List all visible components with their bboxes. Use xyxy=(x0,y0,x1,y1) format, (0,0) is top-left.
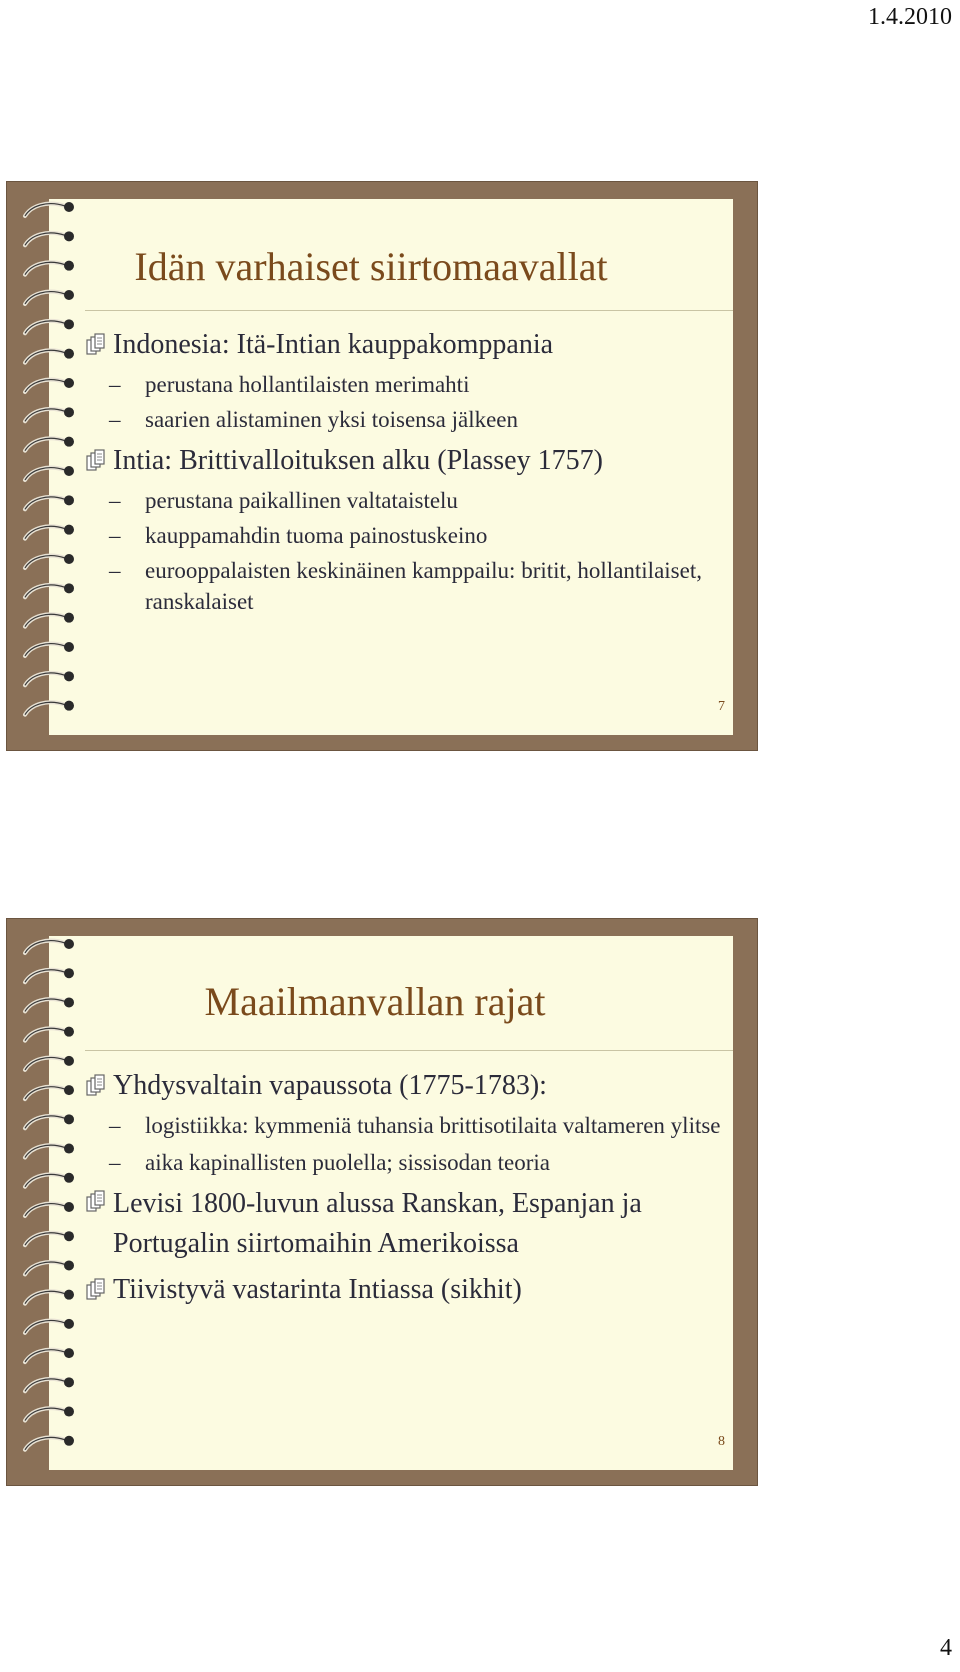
spiral-ring xyxy=(25,1377,74,1391)
slide-7 xyxy=(6,181,758,751)
spiral-ring xyxy=(25,495,74,509)
dash-marker: – xyxy=(109,523,121,548)
slide-content xyxy=(85,327,723,617)
slide-number: 8 xyxy=(718,1434,725,1449)
spiral-ring xyxy=(25,1231,74,1245)
spiral-ring xyxy=(25,466,74,480)
dash-marker: – xyxy=(109,372,121,397)
dash-marker: – xyxy=(109,1150,121,1175)
spiral-binding-icon xyxy=(7,182,107,750)
spiral-ring xyxy=(25,997,74,1011)
spiral-ring xyxy=(25,407,74,421)
spiral-ring xyxy=(25,1027,74,1041)
spiral-ring xyxy=(25,525,74,539)
slide-content xyxy=(85,1068,723,1308)
spiral-ring xyxy=(25,437,74,451)
spiral-ring xyxy=(25,968,74,982)
spiral-binding-icon xyxy=(7,919,107,1485)
spiral-ring xyxy=(25,613,74,627)
sub-text: kauppamahdin tuoma painostuskeino xyxy=(145,523,488,548)
bullet-text: Levisi 1800-luvun alussa Ranskan, Espanjan ja Portugalin siirtomaihin Amerikoissa xyxy=(113,1188,642,1259)
spiral-ring xyxy=(25,1202,74,1216)
slide-paper xyxy=(49,936,733,1470)
sub-text: perustana paikallinen valtataistelu xyxy=(145,488,458,513)
spiral-ring xyxy=(25,583,74,597)
sub-text: eurooppalaisten keskinäinen kamppailu: britit, hollantilaiset, ranskalaiset xyxy=(145,558,702,614)
sub-item xyxy=(85,369,723,400)
sub-item xyxy=(85,485,723,516)
sub-item xyxy=(85,520,723,551)
spiral-ring xyxy=(25,701,74,715)
spiral-ring xyxy=(25,1319,74,1333)
spiral-ring xyxy=(25,202,74,216)
bullet-item xyxy=(85,327,723,363)
sub-text: saarien alistaminen yksi toisensa jälkeen xyxy=(145,407,518,432)
sub-item xyxy=(85,1147,723,1178)
slide-title: Maailmanvallan rajat xyxy=(204,979,546,1024)
spiral-ring xyxy=(25,290,74,304)
bullet-text: Intia: Brittivalloituksen alku (Plassey 1757) xyxy=(113,445,603,476)
spiral-ring xyxy=(25,1085,74,1099)
sub-text: aika kapinallisten puolella; sissisodan teoria xyxy=(145,1150,550,1175)
sub-text: perustana hollantilaisten merimahti xyxy=(145,372,470,397)
spiral-ring xyxy=(25,1260,74,1274)
spiral-ring xyxy=(25,231,74,245)
sub-item xyxy=(85,555,723,617)
bullet-item xyxy=(85,1068,723,1104)
spiral-ring xyxy=(25,261,74,275)
spiral-ring xyxy=(25,349,74,363)
slide-number: 7 xyxy=(718,699,725,714)
header-date: 1.4.2010 xyxy=(868,4,952,30)
spiral-ring xyxy=(25,1056,74,1070)
sub-item xyxy=(85,1110,723,1141)
spiral-ring xyxy=(25,378,74,392)
bullet-text: Yhdysvaltain vapaussota (1775-1783): xyxy=(113,1070,547,1101)
spiral-ring xyxy=(25,1290,74,1304)
spiral-ring xyxy=(25,1436,74,1450)
bullet-item xyxy=(85,1272,723,1308)
spiral-ring xyxy=(25,939,74,953)
bullet-item xyxy=(85,443,723,479)
slide-8 xyxy=(6,918,758,1486)
sub-item xyxy=(85,404,723,435)
slide-paper xyxy=(49,199,733,735)
title-divider xyxy=(85,1050,733,1051)
spiral-ring xyxy=(25,1348,74,1362)
spiral-ring xyxy=(25,319,74,333)
bullet-text: Tiivistyvä vastarinta Intiassa (sikhit) xyxy=(113,1274,522,1305)
title-divider xyxy=(85,310,733,311)
spiral-ring xyxy=(25,642,74,656)
spiral-ring xyxy=(25,671,74,685)
bullet-text: Indonesia: Itä-Intian kauppakomppania xyxy=(113,329,554,360)
spiral-ring xyxy=(25,1114,74,1128)
bullet-item xyxy=(85,1184,723,1264)
dash-marker: – xyxy=(109,1113,121,1138)
sub-text: logistiikka: kymmeniä tuhansia brittisotilaita valtameren ylitse xyxy=(145,1113,721,1138)
page-number: 4 xyxy=(940,1635,952,1661)
dash-marker: – xyxy=(109,488,121,513)
spiral-ring xyxy=(25,1173,74,1187)
dash-marker: – xyxy=(109,558,121,583)
spiral-ring xyxy=(25,1144,74,1158)
dash-marker: – xyxy=(109,407,121,432)
slide-title: Idän varhaiset siirtomaavallat xyxy=(134,244,608,289)
spiral-ring xyxy=(25,1407,74,1421)
spiral-ring xyxy=(25,554,74,568)
